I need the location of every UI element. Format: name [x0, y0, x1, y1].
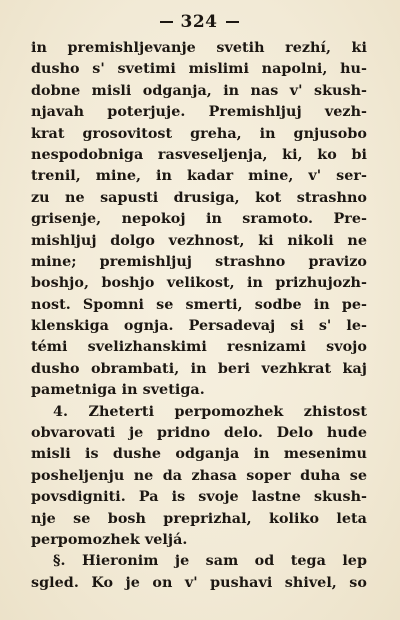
text-line: témi svelizhanskimi resnizami svojo	[31, 339, 367, 356]
text-line: nespodobniga rasveseljenja, ki, ko bi	[31, 146, 367, 163]
text-line: nje se bosh preprizhal, koliko leta	[31, 510, 367, 527]
paragraph-start-line: 4. Zheterti perpomozhek zhistost	[53, 403, 367, 420]
text-line: dobne misli odganja, in nas v' skush-	[31, 82, 367, 99]
text-line: perpomozhek veljá.	[31, 531, 188, 548]
text-line: mishljuj dolgo vezhnost, ki nikoli ne	[31, 232, 367, 249]
body-text	[31, 38, 367, 594]
text-line: nost. Spomni se smerti, sodbe in pe-	[31, 296, 367, 313]
text-line: pametniga in svetiga.	[31, 382, 205, 399]
text-line: dusho s' svetimi mislimi napolni, hu-	[31, 61, 367, 78]
text-line: povsdigniti. Pa is svoje lastne skush-	[31, 489, 367, 506]
header-dash-left	[160, 21, 173, 23]
text-line: grisenje, nepokoj in sramoto. Pre-	[31, 211, 367, 228]
text-line: misli is dushe odganja in mesenimu	[31, 446, 367, 463]
text-line: posheljenju ne da zhasa soper duha se	[31, 467, 367, 484]
page-header	[31, 6, 367, 38]
text-line: sgled. Ko je on v' pushavi shivel, so	[31, 574, 367, 591]
text-line: trenil, mine, in kadar mine, v' ser-	[31, 168, 367, 185]
text-line: krat grosovitost greha, in gnjusobo	[31, 125, 367, 142]
page-number: 324	[180, 12, 218, 32]
text-line: klenskiga ognja. Persadevaj si s' le-	[31, 318, 367, 335]
text-line: njavah poterjuje. Premishljuj vezh-	[31, 104, 367, 121]
header-dash-right	[226, 21, 239, 23]
text-line: zu ne sapusti drusiga, kot strashno	[31, 189, 367, 206]
paragraph-start-line: §. Hieronim je sam od tega lep	[53, 553, 367, 570]
text-line: mine; premishljuj strashno pravizo	[31, 253, 367, 270]
text-line: obvarovati je pridno delo. Delo hude	[31, 425, 367, 442]
text-line: in premishljevanje svetih rezhí, ki	[31, 40, 367, 56]
text-line: dusho obrambati, in beri vezhkrat kaj	[31, 360, 367, 377]
text-line: boshjo, boshjo velikost, in prizhujozh-	[31, 275, 367, 292]
